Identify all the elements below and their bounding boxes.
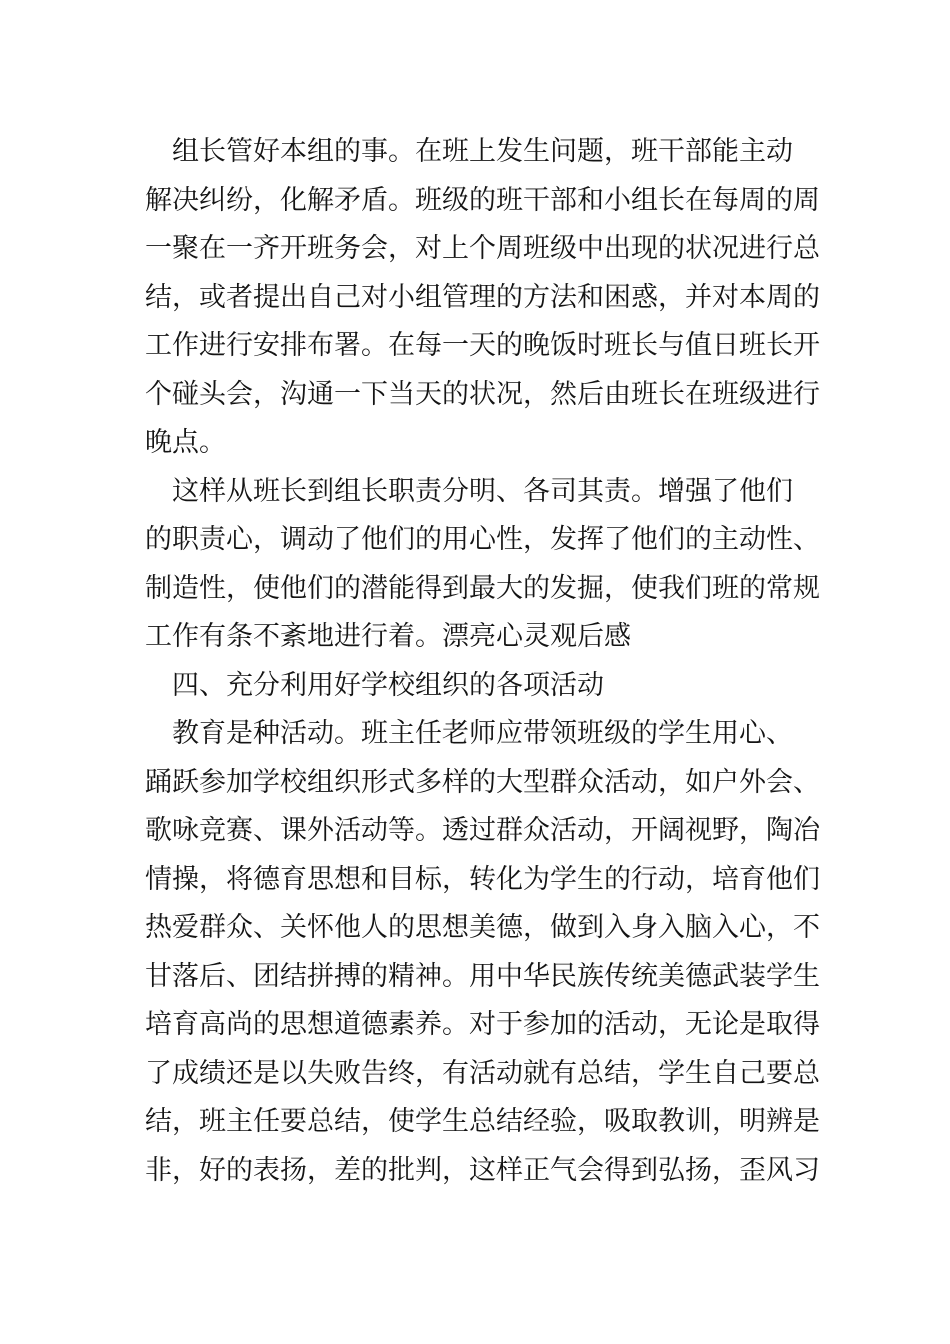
text-line-20: 了成绩还是以失败告终，有活动就有总结，学生自己要总 [145,1057,820,1089]
text-line-1: 组长管好本组的事。在班上发生问题，班干部能主动 [145,136,793,167]
text-line-6: 个碰头会，沟通一下当天的状况，然后由班长在班级进行 [145,378,820,410]
text-line-7: 晚点。 [145,427,226,458]
text-line-3: 一聚在一齐开班务会，对上个周班级中出现的状况进行总 [145,233,820,264]
text-line-11: 工作有条不紊地进行着。漂亮心灵观后感 [145,621,631,652]
text-line-14: 踊跃参加学校组织形式多样的大型群众活动，如户外会、 [145,766,820,798]
text-line-21: 结，班主任要总结，使学生总结经验，吸取教训，明辨是 [145,1106,820,1137]
text-line-19: 培育高尚的思想道德素养。对于参加的活动，无论是取得 [145,1009,820,1040]
section-heading: 四、充分利用好学校组织的各项活动 [145,669,604,701]
text-line-18: 甘落后、团结拼搏的精神。用中华民族传统美德武装学生 [145,960,820,992]
text-line-13: 教育是种活动。班主任老师应带领班级的学生用心、 [145,718,793,749]
text-line-8: 这样从班长到组长职责分明、各司其责。增强了他们 [145,475,793,507]
text-line-4: 结，或者提出自己对小组管理的方法和困惑，并对本周的 [145,281,820,313]
text-line-2: 解决纠纷，化解矛盾。班级的班干部和小组长在每周的周 [145,184,820,216]
text-line-15: 歌咏竞赛、课外活动等。透过群众活动，开阔视野，陶冶 [145,815,820,846]
text-line-16: 情操，将德育思想和目标，转化为学生的行动，培育他们 [145,863,820,895]
text-line-10: 制造性，使他们的潜能得到最大的发掘，使我们班的常规 [145,572,820,604]
text-line-5: 工作进行安排布署。在每一天的晚饭时班长与值日班长开 [145,330,820,361]
text-line-22: 非，好的表扬，差的批判，这样正气会得到弘扬，歪风习 [145,1154,820,1186]
text-line-9: 的职责心，调动了他们的用心性，发挥了他们的主动性、 [145,524,820,555]
text-line-17: 热爱群众、关怀他人的思想美德，做到入身入脑入心，不 [145,912,820,943]
body-text [145,128,820,1195]
